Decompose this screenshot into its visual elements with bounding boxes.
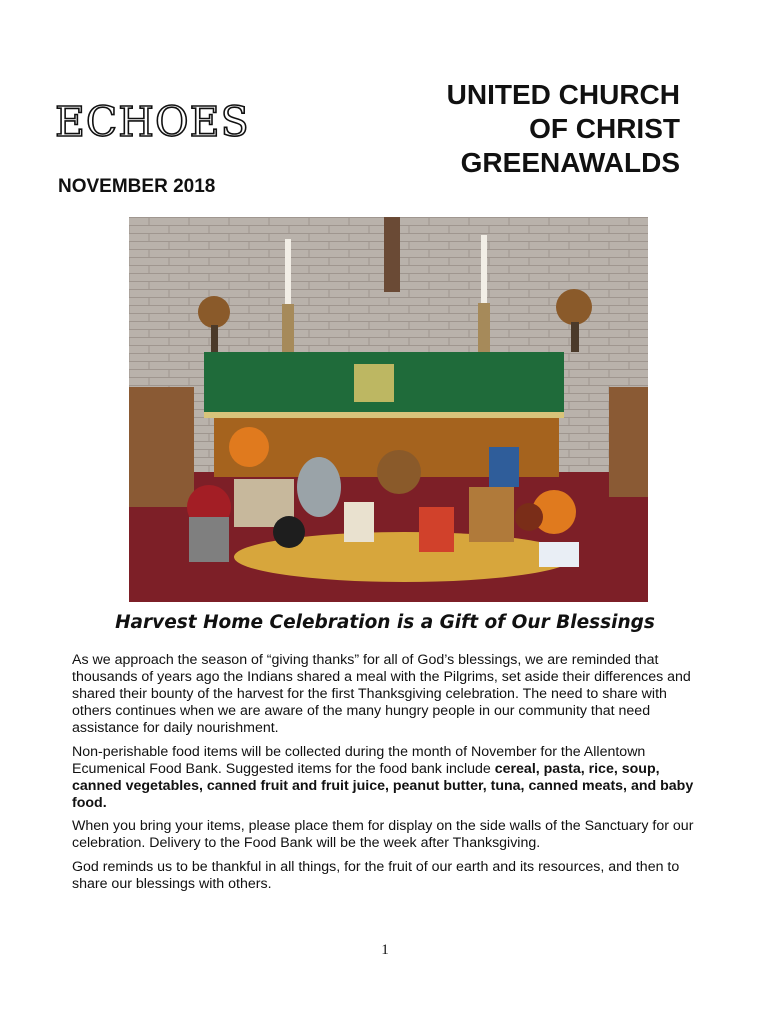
food-bank-intro: Non-perishable food items will be collected during the month of November for the Allentown Ecumenical Food Bank. Suggested items for the food bank include xyxy=(72,743,646,777)
suggested-items: cereal, pasta, rice, soup, canned vegetables, canned fruit and fruit juice, peanut butter, tuna, canned meats, and baby food. xyxy=(72,760,694,811)
paragraph-display-delivery: When you bring your items, please place them for display on the side walls of the Sanctuary for our celebration. Delivery to the Food Bank will be the week after Thanksgiving. xyxy=(72,818,694,851)
newsletter-title: ECHOES xyxy=(55,98,250,146)
church-name-line-1: UNITED CHURCH xyxy=(446,79,680,110)
paragraph-thankful: God reminds us to be thankful in all things, for the fruit of our earth and its resources, and then to share our blessings with others. xyxy=(72,858,680,892)
article-headline: Harvest Home Celebration is a Gift of Our Blessings xyxy=(115,612,655,633)
harvest-altar-photo xyxy=(129,217,648,602)
paragraph-giving-thanks: As we approach the season of “giving thanks” for all of God’s blessings, we are reminded that thousands of years ago the Indians shared a meal with the Pilgrims, set aside their differences and shared their bounty of the harvest for the first Thanksgiving celebration. The need to share with others continues when we are aware of the many hungry people in our community that need assistance for daily nourishment. xyxy=(72,652,691,736)
page-number: 1 xyxy=(381,942,389,958)
church-name-line-3: GREENAWALDS xyxy=(460,147,680,178)
paragraph-food-bank xyxy=(72,744,702,812)
issue-date: NOVEMBER 2018 xyxy=(58,176,216,197)
church-name xyxy=(447,78,680,180)
article-body xyxy=(72,652,702,899)
church-name-line-2: OF CHRIST xyxy=(529,113,680,144)
